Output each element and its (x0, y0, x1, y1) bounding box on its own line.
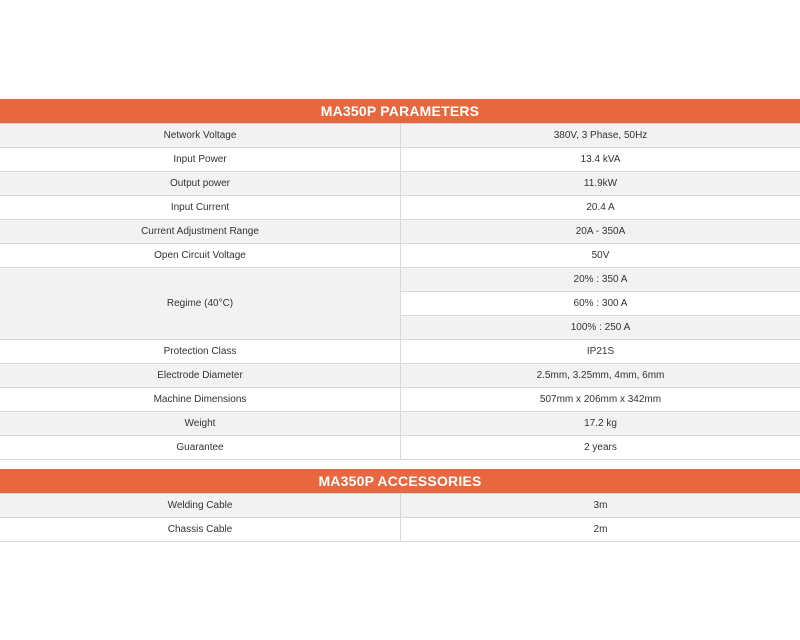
protection-class-label: Protection Class (0, 340, 401, 364)
table-row (0, 124, 800, 148)
input-power-label: Input Power (0, 148, 401, 172)
network-voltage-value: 380V, 3 Phase, 50Hz (401, 124, 800, 148)
accessories-table (0, 493, 800, 542)
table-row (0, 244, 800, 268)
output-power-value: 11.9kW (401, 172, 800, 196)
open-circuit-voltage-label: Open Circuit Voltage (0, 244, 401, 268)
chassis-cable-label: Chassis Cable (0, 518, 401, 542)
open-circuit-voltage-value: 50V (401, 244, 800, 268)
regime-label: Regime (40°C) (0, 268, 401, 340)
network-voltage-label: Network Voltage (0, 124, 401, 148)
table-row (0, 220, 800, 244)
current-adjustment-value: 20A - 350A (401, 220, 800, 244)
electrode-diameter-label: Electrode Diameter (0, 364, 401, 388)
electrode-diameter-value: 2.5mm, 3.25mm, 4mm, 6mm (401, 364, 800, 388)
weight-label: Weight (0, 412, 401, 436)
parameters-header (0, 99, 800, 123)
welding-cable-label: Welding Cable (0, 494, 401, 518)
regime-value-3: 100% : 250 A (401, 316, 800, 340)
input-current-label: Input Current (0, 196, 401, 220)
chassis-cable-value: 2m (401, 518, 800, 542)
protection-class-value: IP21S (401, 340, 800, 364)
table-row (0, 436, 800, 460)
guarantee-label: Guarantee (0, 436, 401, 460)
machine-dimensions-value: 507mm x 206mm x 342mm (401, 388, 800, 412)
welding-cable-value: 3m (401, 494, 800, 518)
current-adjustment-label: Current Adjustment Range (0, 220, 401, 244)
table-row (0, 172, 800, 196)
parameters-table (0, 123, 800, 460)
parameters-title: MA350P PARAMETERS (320, 103, 480, 119)
regime-value-1: 20% : 350 A (401, 268, 800, 292)
machine-dimensions-label: Machine Dimensions (0, 388, 401, 412)
table-row (0, 518, 800, 542)
table-row (0, 268, 800, 292)
table-row (0, 364, 800, 388)
table-row (0, 412, 800, 436)
table-row (0, 340, 800, 364)
table-row (0, 388, 800, 412)
table-row (0, 494, 800, 518)
weight-value: 17.2 kg (401, 412, 800, 436)
regime-value-2: 60% : 300 A (401, 292, 800, 316)
table-row (0, 196, 800, 220)
input-current-value: 20.4 A (401, 196, 800, 220)
input-power-value: 13.4 kVA (401, 148, 800, 172)
accessories-header (0, 469, 800, 493)
table-row (0, 148, 800, 172)
output-power-label: Output power (0, 172, 401, 196)
guarantee-value: 2 years (401, 436, 800, 460)
accessories-title: MA350P ACCESSORIES (318, 473, 482, 489)
